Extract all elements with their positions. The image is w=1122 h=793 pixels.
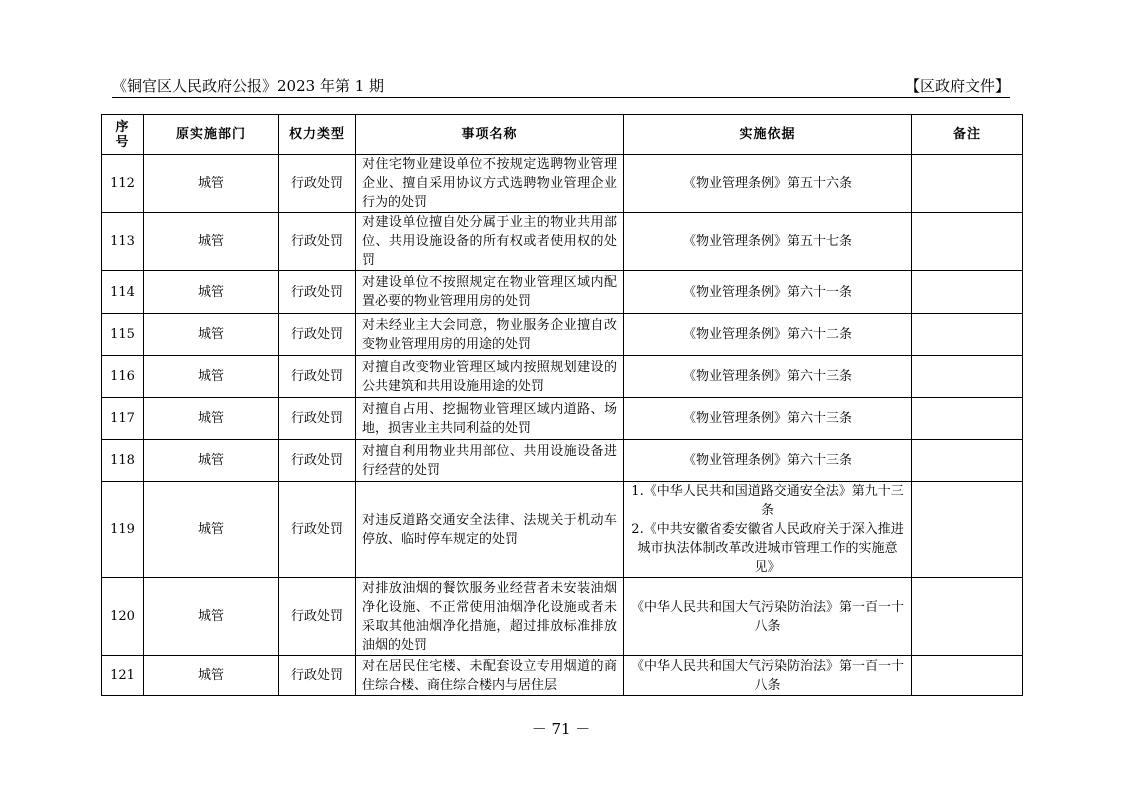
- table-row: [102, 398, 1023, 440]
- row-matter-name: 对擅自占用、挖掘物业管理区域内道路、场地，损害业主共同利益的处罚: [356, 398, 624, 440]
- row-basis: 《物业管理条例》第六十三条: [624, 398, 912, 440]
- row-department: 城管: [144, 578, 279, 656]
- row-number: 119: [102, 482, 144, 578]
- row-department: 城管: [144, 271, 279, 314]
- row-power-type: 行政处罚: [279, 578, 356, 656]
- table-row: [102, 356, 1023, 398]
- row-matter-name: 对住宅物业建设单位不按规定选聘物业管理企业、擅自采用协议方式选聘物业管理企业行为的处罚: [356, 155, 624, 213]
- row-department: 城管: [144, 155, 279, 213]
- row-basis: 《物业管理条例》第六十二条: [624, 314, 912, 356]
- header-divider: [112, 97, 1010, 98]
- row-remarks: [912, 213, 1023, 271]
- row-basis: 《物业管理条例》第六十三条: [624, 440, 912, 482]
- row-power-type: 行政处罚: [279, 440, 356, 482]
- column-header-remarks: 备注: [912, 115, 1023, 155]
- row-power-type: 行政处罚: [279, 482, 356, 578]
- row-basis: 1.《中华人民共和国道路交通安全法》第九十三条 2.《中共安徽省委安徽省人民政府关于深入推进城市执法体制改革改进城市管理工作的实施意见》: [624, 482, 912, 578]
- bulletin-title: 《铜官区人民政府公报》2023 年第 1 期: [112, 77, 385, 95]
- row-department: 城管: [144, 398, 279, 440]
- row-remarks: [912, 656, 1023, 696]
- table-row: [102, 440, 1023, 482]
- row-matter-name: 对建设单位擅自处分属于业主的物业共用部位、共用设施设备的所有权或者使用权的处罚: [356, 213, 624, 271]
- row-basis: 《物业管理条例》第五十六条: [624, 155, 912, 213]
- row-power-type: 行政处罚: [279, 271, 356, 314]
- row-power-type: 行政处罚: [279, 155, 356, 213]
- row-matter-name: 对在居民住宅楼、未配套设立专用烟道的商住综合楼、商住综合楼内与居住层: [356, 656, 624, 696]
- row-number: 116: [102, 356, 144, 398]
- table-row: [102, 271, 1023, 314]
- table-row: [102, 482, 1023, 578]
- row-remarks: [912, 271, 1023, 314]
- page-number: － 71 －: [531, 720, 591, 738]
- row-remarks: [912, 578, 1023, 656]
- row-number: 120: [102, 578, 144, 656]
- table-row: [102, 578, 1023, 656]
- row-remarks: [912, 398, 1023, 440]
- row-number: 118: [102, 440, 144, 482]
- row-matter-name: 对未经业主大会同意，物业服务企业擅自改变物业管理用房的用途的处罚: [356, 314, 624, 356]
- row-remarks: [912, 482, 1023, 578]
- row-number: 114: [102, 271, 144, 314]
- row-number: 113: [102, 213, 144, 271]
- section-label: 【区政府文件】: [904, 77, 1010, 95]
- row-number: 112: [102, 155, 144, 213]
- row-department: 城管: [144, 482, 279, 578]
- table-row: [102, 314, 1023, 356]
- table-row: [102, 656, 1023, 696]
- row-number: 117: [102, 398, 144, 440]
- row-department: 城管: [144, 314, 279, 356]
- table-header-row: [102, 115, 1023, 155]
- row-basis: 《物业管理条例》第六十三条: [624, 356, 912, 398]
- column-header-power-type: 权力类型: [279, 115, 356, 155]
- row-power-type: 行政处罚: [279, 656, 356, 696]
- column-header-department: 原实施部门: [144, 115, 279, 155]
- row-remarks: [912, 356, 1023, 398]
- row-basis: 《中华人民共和国大气污染防治法》第一百一十八条: [624, 578, 912, 656]
- table-row: [102, 213, 1023, 271]
- column-header-basis: 实施依据: [624, 115, 912, 155]
- table-row: [102, 155, 1023, 213]
- row-department: 城管: [144, 213, 279, 271]
- row-remarks: [912, 155, 1023, 213]
- row-matter-name: 对建设单位不按照规定在物业管理区域内配置必要的物业管理用房的处罚: [356, 271, 624, 314]
- row-basis: 《物业管理条例》第五十七条: [624, 213, 912, 271]
- row-basis: 《中华人民共和国大气污染防治法》第一百一十八条: [624, 656, 912, 696]
- row-department: 城管: [144, 656, 279, 696]
- column-header-matter-name: 事项名称: [356, 115, 624, 155]
- row-matter-name: 对擅自改变物业管理区域内按照规划建设的公共建筑和共用设施用途的处罚: [356, 356, 624, 398]
- row-basis: 《物业管理条例》第六十一条: [624, 271, 912, 314]
- row-power-type: 行政处罚: [279, 314, 356, 356]
- row-department: 城管: [144, 440, 279, 482]
- matters-table: [101, 114, 1023, 696]
- row-number: 115: [102, 314, 144, 356]
- row-department: 城管: [144, 356, 279, 398]
- column-header-seq: 序 号: [102, 115, 144, 155]
- row-matter-name: 对排放油烟的餐饮服务业经营者未安装油烟净化设施、不正常使用油烟净化设施或者未采取其他油烟净化措施，超过排放标准排放油烟的处罚: [356, 578, 624, 656]
- row-power-type: 行政处罚: [279, 356, 356, 398]
- row-number: 121: [102, 656, 144, 696]
- row-remarks: [912, 440, 1023, 482]
- row-power-type: 行政处罚: [279, 398, 356, 440]
- row-power-type: 行政处罚: [279, 213, 356, 271]
- row-matter-name: 对违反道路交通安全法律、法规关于机动车停放、临时停车规定的处罚: [356, 482, 624, 578]
- row-matter-name: 对擅自利用物业共用部位、共用设施设备进行经营的处罚: [356, 440, 624, 482]
- row-remarks: [912, 314, 1023, 356]
